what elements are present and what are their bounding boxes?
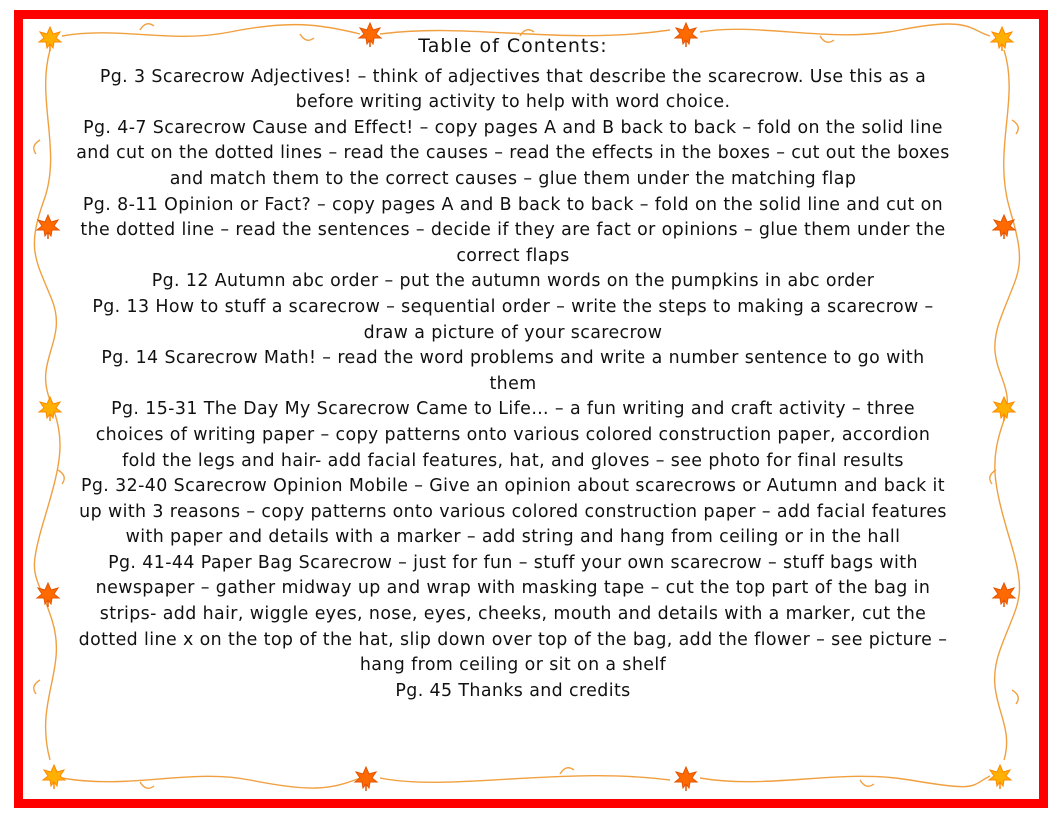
toc-entry-pg14: Pg. 14 Scarecrow Math! – read the word problems and write a number sentence to go with them: [101, 348, 925, 394]
toc-title: Table of Contents:: [418, 35, 608, 57]
toc-entry-pg15-31: Pg. 15-31 The Day My Scarecrow Came to Life… – a fun writing and craft activity – three choices of writing paper – copy patterns onto various colored construction paper, accordion fold the legs and hair- add facial features, hat, and gloves – see photo for final results: [95, 399, 931, 471]
table-of-contents: [76, 34, 950, 704]
toc-entry-pg3: Pg. 3 Scarecrow Adjectives! – think of adjectives that describe the scarecrow. Use this as a before writing activity to help with word choice.: [99, 66, 927, 113]
toc-entry-pg12: Pg. 12 Autumn abc order – put the autumn words on the pumpkins in abc order: [151, 271, 875, 292]
toc-entry-pg32-40: Pg. 32-40 Scarecrow Opinion Mobile – Give an opinion about scarecrows or Autumn and back it up with 3 reasons – copy patterns onto various colored construction paper – add facial features with paper and details with a marker – add string and hang from ceiling or in the hall: [79, 476, 947, 548]
toc-entry-pg4-7: Pg. 4-7 Scarecrow Cause and Effect! – copy pages A and B back to back – fold on the solid line and cut on the dotted lines – read the causes – read the effects in the boxes – cut out the boxes and match them to the correct causes – glue them under the matching flap: [76, 117, 950, 189]
toc-entry-pg13: Pg. 13 How to stuff a scarecrow – sequential order – write the steps to making a scarecrow – draw a picture of your scarecrow: [92, 296, 934, 343]
toc-entry-pg45: Pg. 45 Thanks and credits: [395, 680, 631, 701]
toc-entry-pg8-11: Pg. 8-11 Opinion or Fact? – copy pages A and B back to back – fold on the solid line and cut on the dotted line – read the sentences – decide if they are fact or opinions – glue them under the correct flaps: [80, 194, 946, 266]
toc-entry-pg41-44: Pg. 41-44 Paper Bag Scarecrow – just for fun – stuff your own scarecrow – stuff bags with newspaper – gather midway up and wrap with masking tape – cut the top part of the bag in strips- add hair, wiggle eyes, nose, eyes, cheeks, mouth and details with a marker, cut the dotted line x on the top of the hat, slip down over top of the bag, add the flower – see picture – hang from ceiling or sit on a shelf: [78, 552, 948, 676]
